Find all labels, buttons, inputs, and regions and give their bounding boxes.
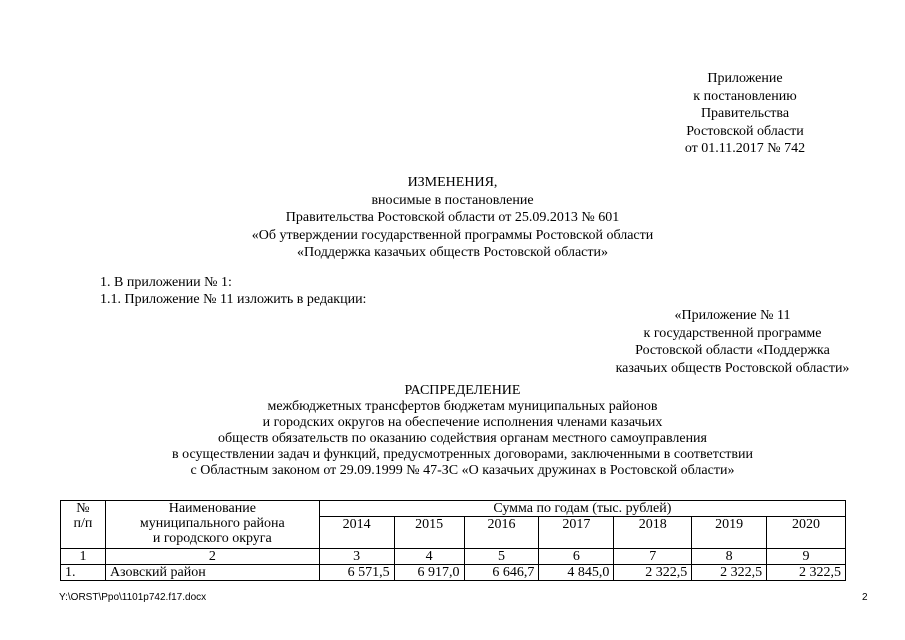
index-cell: 3 <box>319 549 394 565</box>
row-num: 1. <box>61 565 106 581</box>
changes-line: Правительства Ростовской области от 25.09.2013 № 601 <box>285 210 620 225</box>
appendix11-line: Ростовской области «Поддержка <box>635 343 830 358</box>
item-1-1: 1.1. Приложение № 11 изложить в редакции: <box>100 292 367 307</box>
item-1: 1. В приложении № 1: <box>100 275 232 290</box>
appendix-11-header <box>590 307 875 377</box>
index-cell: 8 <box>692 549 767 565</box>
index-cell: 5 <box>464 549 539 565</box>
distribution-line: с Областным законом от 29.09.1999 № 47-ЗС «О казачьих дружинах в Ростовской области» <box>190 463 735 478</box>
header-name: Наименование муниципального района и городского округа <box>105 501 319 549</box>
year-cell: 2019 <box>692 517 767 549</box>
distribution-line: обществ обязательств по оказанию содействия органам местного самоуправления <box>218 431 707 446</box>
distribution-line: РАСПРЕДЕЛЕНИЕ <box>404 383 521 398</box>
row-name: Азовский район <box>105 565 319 581</box>
distribution-title <box>95 383 830 479</box>
appendix11-line: казачьих обществ Ростовской области» <box>615 360 850 376</box>
distribution-table <box>60 500 846 581</box>
row-value: 6 571,5 <box>319 565 394 581</box>
changes-line: ИЗМЕНЕНИЯ, <box>407 175 498 190</box>
page-number: 2 <box>862 592 868 603</box>
year-cell: 2017 <box>539 517 614 549</box>
appendix-line: к постановлению <box>693 88 797 104</box>
table-header-row <box>61 501 846 517</box>
changes-line: «Об утверждении государственной программы Ростовской области <box>251 227 654 243</box>
row-value: 2 322,5 <box>767 565 846 581</box>
file-path-footer: Y:\ORST\Ppo\1101p742.f17.docx <box>59 592 207 603</box>
year-cell: 2016 <box>464 517 539 549</box>
year-cell: 2014 <box>319 517 394 549</box>
index-cell: 6 <box>539 549 614 565</box>
distribution-line: межбюджетных трансфертов бюджетам муниципальных районов <box>267 399 658 414</box>
index-cell: 4 <box>394 549 464 565</box>
appendix-header <box>640 70 850 158</box>
header-num: № п/п <box>61 501 106 549</box>
changes-line: вносимые в постановление <box>371 192 534 208</box>
appendix-line: Ростовской области <box>686 123 804 139</box>
appendix11-line: «Приложение № 11 <box>674 308 791 323</box>
row-value: 2 322,5 <box>692 565 767 581</box>
year-cell: 2020 <box>767 517 846 549</box>
year-cell: 2018 <box>614 517 692 549</box>
index-cell: 7 <box>614 549 692 565</box>
changes-title <box>180 174 725 262</box>
index-cell: 1 <box>61 549 106 565</box>
appendix-line: Правительства <box>700 106 790 121</box>
distribution-line: и городских округов на обеспечение исполнения членами казачьих <box>262 415 663 430</box>
appendix-line: Приложение <box>707 71 783 86</box>
row-value: 2 322,5 <box>614 565 692 581</box>
header-sum: Сумма по годам (тыс. рублей) <box>319 501 845 517</box>
table-index-row <box>61 549 846 565</box>
table-row <box>61 565 846 581</box>
row-value: 6 917,0 <box>394 565 464 581</box>
index-cell: 9 <box>767 549 846 565</box>
appendix11-line: к государственной программе <box>643 325 822 341</box>
appendix-line: от 01.11.2017 № 742 <box>684 141 806 156</box>
row-value: 6 646,7 <box>464 565 539 581</box>
changes-line: «Поддержка казачьих обществ Ростовской области» <box>296 245 608 260</box>
distribution-line: в осуществлении задач и функций, предусмотренных договорами, заключенными в соответствии <box>171 447 753 462</box>
year-cell: 2015 <box>394 517 464 549</box>
row-value: 4 845,0 <box>539 565 614 581</box>
index-cell: 2 <box>105 549 319 565</box>
